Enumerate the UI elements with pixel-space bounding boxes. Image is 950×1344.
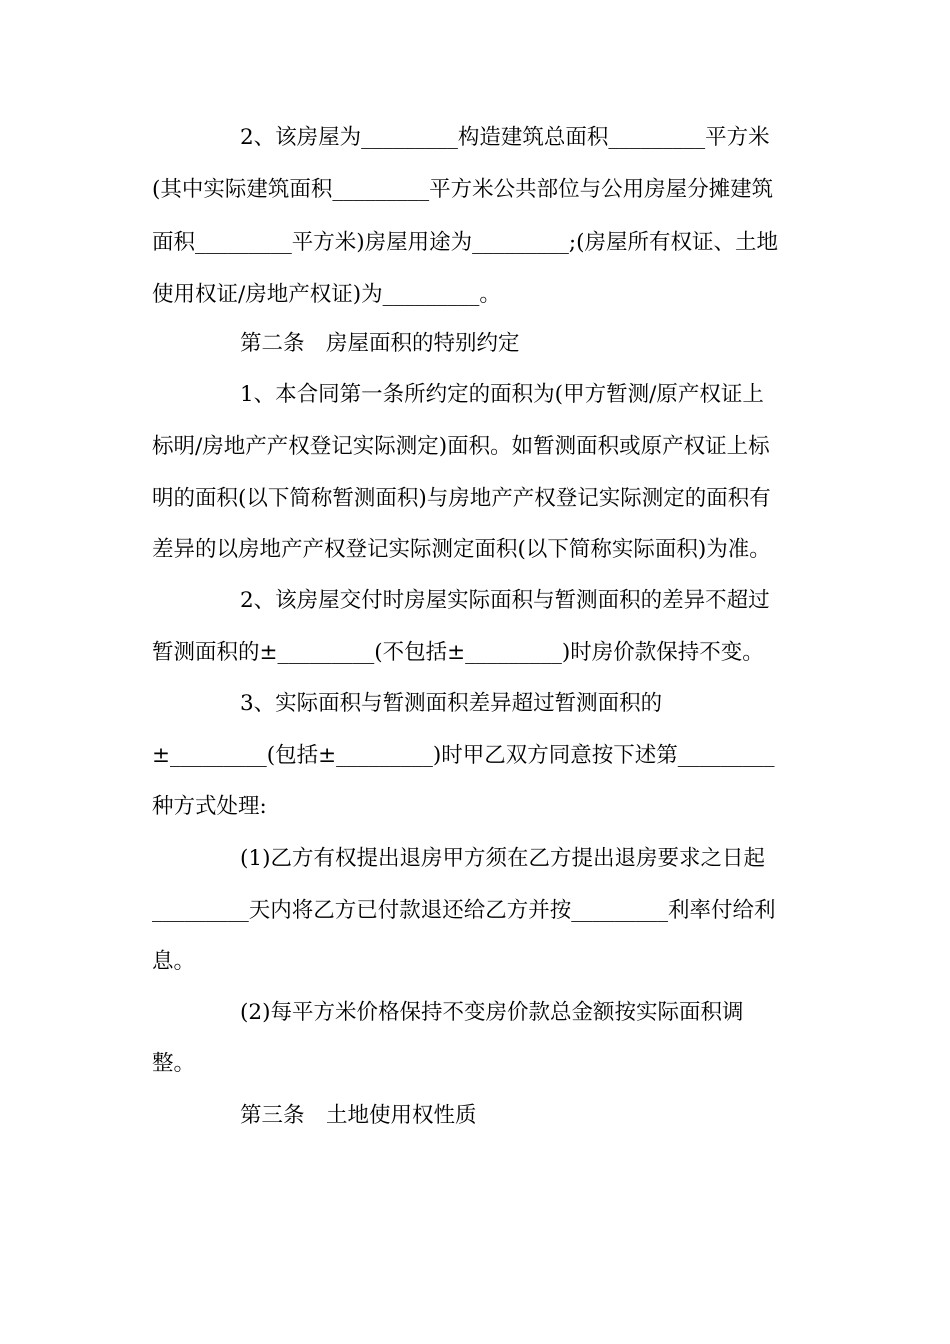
paragraph-line: 息。: [152, 949, 196, 974]
paragraph-line: 面积_________平方米)房屋用途为_________;(房屋所有权证、土地: [152, 230, 779, 255]
paragraph-line: (2)每平方米价格保持不变房价款总金额按实际面积调: [240, 1000, 744, 1025]
paragraph-line: (其中实际建筑面积_________平方米公共部位与公用房屋分摊建筑: [152, 177, 774, 202]
paragraph-line: 标明/房地产产权登记实际测定)面积。如暂测面积或原产权证上标: [152, 434, 770, 459]
paragraph-line: 1、本合同第一条所约定的面积为(甲方暂测/原产权证上: [240, 382, 764, 407]
paragraph-line: 暂测面积的±_________(不包括±_________)时房价款保持不变。: [152, 640, 764, 665]
paragraph-line: 使用权证/房地产权证)为_________。: [152, 282, 501, 307]
paragraph-line: 种方式处理:: [152, 794, 267, 819]
paragraph-line: ±_________(包括±_________)时甲乙双方同意按下述第_________: [152, 743, 775, 768]
paragraph-line: 2、该房屋交付时房屋实际面积与暂测面积的差异不超过: [240, 588, 770, 613]
paragraph-line: 整。: [152, 1051, 196, 1076]
section-heading: 第二条 房屋面积的特别约定: [240, 331, 520, 356]
paragraph-line: 2、该房屋为_________构造建筑总面积_________平方米: [240, 125, 770, 150]
paragraph-line: 明的面积(以下简称暂测面积)与房地产产权登记实际测定的面积有: [152, 486, 771, 511]
section-heading: 第三条 土地使用权性质: [240, 1103, 477, 1128]
paragraph-line: 差异的以房地产产权登记实际测定面积(以下简称实际面积)为准。: [152, 537, 771, 562]
paragraph-line: (1)乙方有权提出退房甲方须在乙方提出退房要求之日起: [240, 846, 765, 871]
paragraph-line: 3、实际面积与暂测面积差异超过暂测面积的: [240, 691, 663, 716]
paragraph-line: _________天内将乙方已付款退还给乙方并按_________利率付给利: [152, 898, 776, 923]
